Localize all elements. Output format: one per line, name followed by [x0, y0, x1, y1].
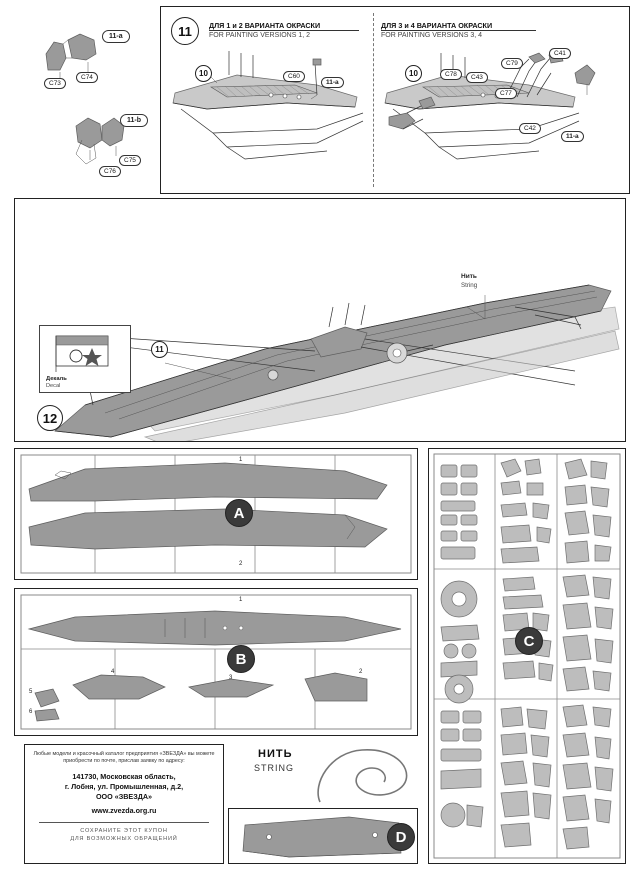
step-11-panel	[160, 6, 630, 194]
sprue-b-part-4: 4	[111, 669, 115, 675]
sprue-frame-a	[14, 448, 418, 580]
sprue-c-drawing	[429, 449, 625, 863]
coupon-address-line1: 141730, Московская область,	[72, 771, 176, 781]
string-title-en: STRING	[254, 763, 295, 773]
sprue-a-part-2: 2	[239, 561, 243, 567]
string-label-en: String	[461, 282, 478, 289]
decal-label-en: Decal	[46, 383, 61, 389]
part-tag-c76: C76	[99, 166, 121, 177]
step11-right-heading-ru: ДЛЯ 3 и 4 ВАРИАНТА ОКРАСКИ	[381, 21, 493, 30]
sprue-a-drawing	[15, 449, 417, 579]
coupon-footer-line1: СОХРАНИТЕ ЭТОТ КУПОН	[80, 827, 168, 834]
step11-left-heading-en: FOR PAINTING VERSIONS 1, 2	[209, 32, 311, 39]
sprue-letter-d: D	[387, 823, 415, 851]
sprue-b-part-2: 2	[359, 669, 363, 675]
coupon-divider	[39, 822, 209, 823]
sprue-letter-b: B	[227, 645, 255, 673]
sprue-b-part-1: 1	[239, 597, 243, 603]
coupon-website[interactable]: www.zvezda.org.ru	[91, 805, 157, 815]
step11-right-heading-en: FOR PAINTING VERSIONS 3, 4	[381, 32, 483, 39]
step11-right-part-c42: C42	[519, 123, 541, 134]
sprue-frame-b	[14, 588, 418, 736]
part-tag-c74: C74	[76, 72, 98, 83]
sprue-b-part-6: 6	[29, 709, 33, 715]
coupon-footer-line2: ДЛЯ ВОЗМОЖНЫХ ОБРАЩЕНИЙ	[70, 836, 178, 843]
step-number-11: 11	[171, 17, 199, 45]
step-12-panel	[14, 198, 626, 442]
sprue-letter-c: C	[515, 627, 543, 655]
part-tag-c73: C73	[44, 78, 66, 89]
sprue-a-part-1: 1	[239, 457, 243, 463]
step11-left-part-c60: C60	[283, 71, 305, 82]
sprue-letter-a: A	[225, 499, 253, 527]
string-title-ru: НИТЬ	[258, 748, 293, 760]
sub-step-tag-11a: 11-a	[102, 30, 130, 43]
step11-left-tag-11a: 11-a	[321, 77, 344, 88]
step11-right-part-c78: C78	[440, 69, 462, 80]
sub-step-tag-11b: 11-b	[120, 114, 148, 127]
sprue-b-part-5: 5	[29, 689, 33, 695]
decal-label-ru: Декаль	[46, 376, 67, 382]
coupon-top-text: Любые модели и красочный каталог предприятия «ЗВЕЗДА» вы можете приобрести по почте, прислав заявку по адресу:	[33, 751, 215, 765]
step11-left-callout-10: 10	[195, 65, 212, 82]
coupon-address-line3: ООО «ЗВЕЗДА»	[95, 792, 153, 802]
step11-right-part-c41: C41	[549, 48, 571, 59]
top-left-parts-group	[16, 14, 156, 194]
step11-left-heading-ru: ДЛЯ 1 и 2 ВАРИАНТА ОКРАСКИ	[209, 21, 321, 30]
step11-right-rule	[381, 30, 536, 31]
step11-right-part-c77: C77	[495, 88, 517, 99]
step11-right-part-c43: C43	[466, 72, 488, 83]
step11-left-rule	[209, 30, 359, 31]
sprue-frame-d	[228, 808, 418, 864]
sprue-frame-c	[428, 448, 626, 864]
step-number-12: 12	[37, 405, 63, 431]
coupon-box	[24, 744, 224, 864]
coupon-address-line2: г. Лобня, ул. Промышленная, д.2,	[64, 782, 184, 792]
string-label-ru: Нить	[461, 273, 477, 280]
part-tag-c75: C75	[119, 155, 141, 166]
panel-divider	[373, 13, 374, 187]
decal-flag-drawing	[40, 328, 128, 376]
step11-right-tag-11a: 11-a	[561, 131, 584, 142]
step12-callout-11: 11	[151, 341, 168, 358]
sprue-b-part-3: 3	[229, 675, 233, 681]
string-coil-drawing	[310, 744, 430, 814]
step12-drawing	[15, 199, 625, 441]
step11-right-part-c79: C79	[501, 58, 523, 69]
sprue-b-drawing	[15, 589, 417, 735]
step11-right-callout-10: 10	[405, 65, 422, 82]
top-left-parts-svg	[16, 14, 156, 194]
decal-inset-box	[39, 325, 131, 393]
